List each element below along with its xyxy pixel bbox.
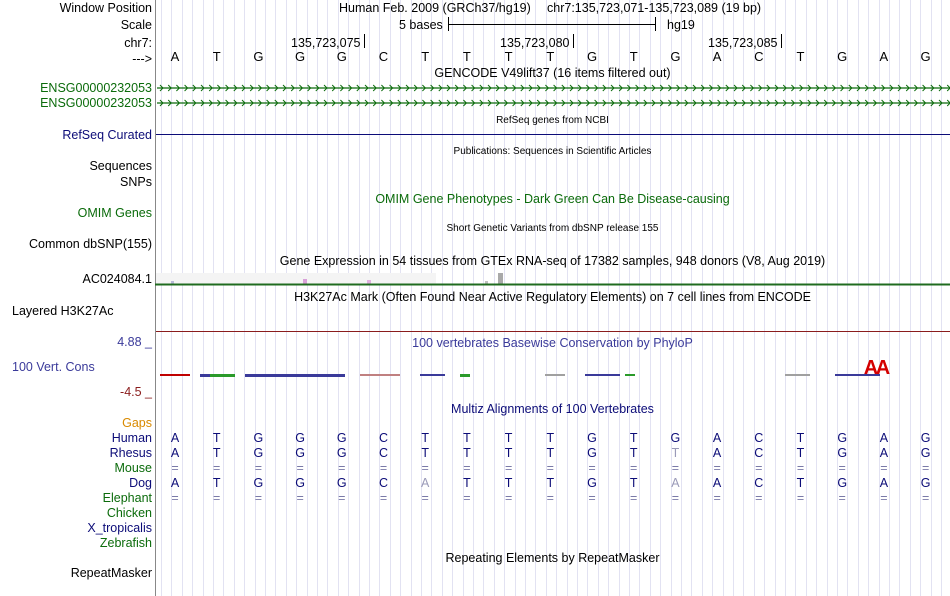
species-label-mouse[interactable]: Mouse [114,461,152,475]
base: T [546,49,555,64]
alignment-base: T [629,431,638,445]
h3k27ac-baseline [156,331,950,332]
publications-title: Publications: Sequences in Scientific Articles [453,146,652,157]
phylop-min-label: -4.5 _ [120,385,152,399]
base: T [212,49,221,64]
alignment-base: = [880,461,888,475]
alignment-base: = [588,491,596,505]
alignment-base: T [463,446,471,460]
alignment-base: = [171,461,179,475]
sequences-label[interactable]: Sequences [89,159,152,173]
alignment-base: G [920,446,931,460]
alignment-base: A [170,446,180,460]
alignment-base: G [336,446,347,460]
alignment-base: = [504,461,513,475]
alignment-base: A [712,476,722,490]
base: G [837,49,848,64]
scale-label: Scale [120,18,152,32]
alignment-base: = [546,491,554,505]
alignment-base: A [170,431,180,445]
alignment-base: T [796,446,805,460]
alignment-base: = [338,491,346,505]
window-position-label: Window Position [59,1,152,15]
alignment-base: G [587,446,597,460]
base: C [754,49,764,64]
phylop-bar [625,374,635,376]
alignment-base: = [838,491,846,505]
alignment-base: G [295,431,305,445]
alignment-base: = [671,461,680,475]
base: G [336,49,347,64]
omim-title: OMIM Gene Phenotypes - Dark Green Can Be Disease-causing [375,192,730,206]
phylop-bar [245,374,345,377]
h3k27ac-title: H3K27Ac Mark (Often Found Near Active Regulatory Elements) on 7 cell lines from ENCODE [294,290,811,304]
gencode-item-1[interactable]: ENSG00000232053 [40,81,152,95]
species-label-elephant[interactable]: Elephant [102,491,152,505]
alignment-base: A [879,446,889,460]
refseq-line [156,134,950,135]
repeatmasker-title: Repeating Elements by RepeatMasker [445,551,660,565]
alignment-base: A [879,431,889,445]
alignment-base: A [712,446,722,460]
alignment-base: = [254,461,263,475]
tick-label-3: 135,723,085 [708,36,778,50]
alignment-base: = [588,461,596,475]
base: G [920,49,931,64]
alignment-base: G [336,431,347,445]
gaps-label[interactable]: Gaps [122,416,152,430]
tick-label-2: 135,723,080 [500,36,570,50]
alignment-base: = [296,461,304,475]
alignment-base: G [837,431,848,445]
alignment-base: C [754,446,764,460]
gencode-title: GENCODE V49lift37 (16 items filtered out) [434,66,671,80]
refseq-label[interactable]: RefSeq Curated [62,128,152,142]
phylop-bar [360,374,400,376]
alignment-base: T [421,446,429,460]
alignment-base: A [879,476,889,490]
alignment-base: = [213,461,221,475]
base: T [462,49,471,64]
tick-label-1: 135,723,075 [291,36,361,50]
alignment-base: = [838,461,846,475]
scale-text: 5 bases [399,18,443,32]
phylop-max-label: 4.88 _ [117,335,152,349]
alignment-base: T [212,476,221,490]
alignment-base: G [587,476,597,490]
alignment-base: G [295,476,305,490]
base: G [253,49,264,64]
alignment-base: T [671,446,680,460]
base: G [586,49,598,64]
alignment-base: = [546,461,554,475]
alignment-base: G [336,476,347,490]
alignment-base: G [670,431,681,445]
base: T [629,49,638,64]
alignment-base: = [254,491,263,505]
base: T [504,49,513,64]
alignment-base: = [463,491,471,505]
phylop-bar [785,374,810,376]
gencode-transcripts[interactable] [155,80,950,112]
base: A [879,49,889,64]
phylop-logo[interactable] [155,350,950,384]
alignment-base: T [546,446,555,460]
alignment-base: T [421,431,429,445]
alignment-base: G [837,446,848,460]
svg-text:A: A [875,357,891,379]
tick-mark-1 [364,34,365,48]
alignment-base: T [504,446,513,460]
tick-mark-2 [573,34,574,48]
alignment-base: = [296,491,304,505]
alignment-base: = [630,461,638,475]
repeatmasker-label[interactable]: RepeatMasker [70,566,152,580]
alignment-base: G [253,476,264,490]
alignment-base: C [378,476,389,490]
alignment-base: G [837,476,848,490]
alignment-base: T [212,446,221,460]
phylop-bar [210,374,235,377]
refseq-title: RefSeq genes from NCBI [496,115,609,126]
alignment-base: A [421,476,430,490]
alignment-base: = [713,461,721,475]
svg-text:A: A [863,357,879,379]
phylop-bar [585,374,620,376]
phylop-bar [545,374,565,376]
species-label-rhesus[interactable]: Rhesus [109,446,152,460]
scale-db: hg19 [667,18,695,32]
phylop-label[interactable]: 100 Vert. Cons [12,360,95,374]
alignment-base: T [463,431,471,445]
alignment-base: T [546,431,555,445]
alignment-base: = [213,491,221,505]
gtex-label[interactable]: AC024084.1 [82,272,152,286]
strand-label: ---> [132,52,152,66]
base: C [378,49,389,64]
alignment-base: = [379,491,388,505]
chrom-label: chr7: [124,36,152,50]
tick-mark-3 [781,34,782,48]
species-label-dog[interactable]: Dog [129,476,152,490]
base: G [295,49,306,64]
alignment-base: = [379,461,388,475]
alignment-base: = [630,491,638,505]
species-label-zebrafish[interactable]: Zebrafish [99,536,152,550]
gencode-item-2[interactable]: ENSG00000232053 [40,96,152,110]
alignment-base: T [796,431,805,445]
dbsnp-title: Short Genetic Variants from dbSNP release 155 [446,223,659,234]
alignment-base: = [796,491,805,505]
species-label-human[interactable]: Human [111,431,152,445]
alignment-base: G [920,476,931,490]
alignment-base: G [920,431,931,445]
alignment-base: = [880,491,888,505]
alignment-base: = [713,491,721,505]
alignment-base: G [295,446,305,460]
base: T [421,49,430,64]
dbsnp-label[interactable]: Common dbSNP(155) [29,237,152,251]
alignment-base: T [504,431,513,445]
alignment-base: = [338,461,346,475]
alignment-base: T [796,476,805,490]
alignment-base: C [754,476,764,490]
alignment-base: T [546,476,555,490]
phylop-title: 100 vertebrates Basewise Conservation by PhyloP [412,336,693,350]
assembly-text: Human Feb. 2009 (GRCh37/hg19) [339,1,531,15]
alignment-base: C [754,431,764,445]
gtex-bars[interactable] [155,270,950,288]
scale-bar [448,17,656,31]
alignment-base: A [712,431,722,445]
alignment-base: T [629,446,638,460]
alignment-base: = [921,491,930,505]
alignment-base: = [755,491,763,505]
base: T [796,49,805,64]
alignment-base: = [755,461,763,475]
alignment-base: G [253,431,264,445]
omim-label[interactable]: OMIM Genes [77,206,152,220]
alignment-base: = [796,461,805,475]
base: A [170,49,180,64]
alignment-base: A [170,476,180,490]
phylop-bar [460,374,470,377]
h3k27ac-label[interactable]: Layered H3K27Ac [12,304,114,318]
alignment-base: = [504,491,513,505]
alignment-base: T [463,476,471,490]
phylop-bar [420,374,445,376]
alignment-base: T [629,476,638,490]
alignment-base: T [212,431,221,445]
base: G [670,49,681,64]
alignment-base: G [253,446,264,460]
alignment-base: C [378,431,389,445]
species-label-x_tropicalis[interactable]: X_tropicalis [87,521,152,535]
alignment-base: C [378,446,389,460]
alignment-base: A [671,476,680,490]
snps-label[interactable]: SNPs [120,175,152,189]
alignment-base: = [421,491,429,505]
alignment-base: G [587,431,597,445]
alignment-base: = [671,491,680,505]
alignment-base: = [463,461,471,475]
alignment-base: = [921,461,930,475]
base: A [712,49,722,64]
phylop-bar [160,374,190,376]
alignment-base: = [171,491,179,505]
multiz-title: Multiz Alignments of 100 Vertebrates [451,402,654,416]
species-label-chicken[interactable]: Chicken [106,506,152,520]
position-text: chr7:135,723,071-135,723,089 (19 bp) [547,1,762,15]
gtex-title: Gene Expression in 54 tissues from GTEx RNA-seq of 17382 samples, 948 donors (V8, Aug 2019) [279,254,826,268]
alignment-base: T [504,476,513,490]
alignment-base: = [421,461,429,475]
